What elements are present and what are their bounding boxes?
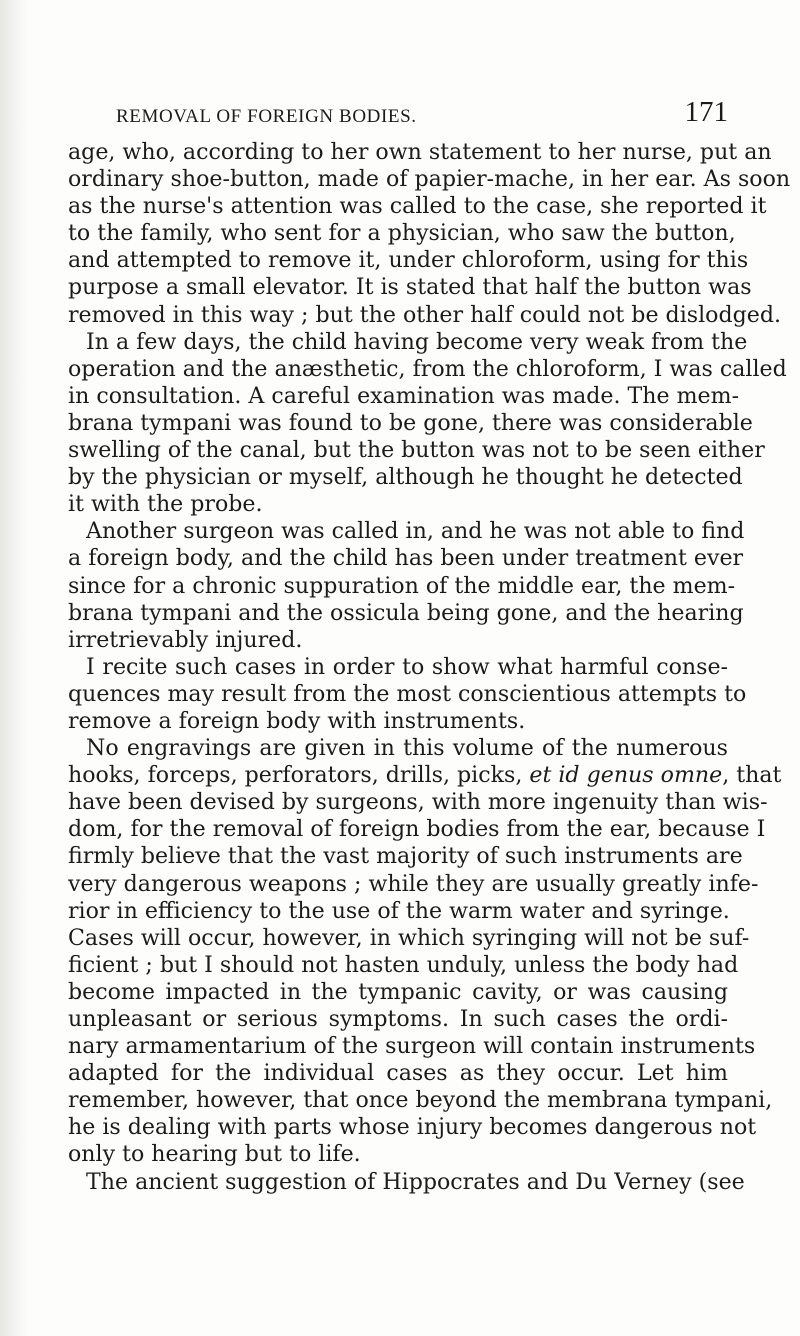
text-line: remember, however, that once beyond the membrana tympani, [68, 1087, 773, 1114]
text-line: age, who, according to her own statement to her nurse, put an [68, 139, 772, 165]
text-line: it with the probe. [68, 491, 263, 518]
text-line: adapted for the individual cases as they occur. Let him [68, 1060, 728, 1087]
text-line: Cases will occur, however, in which syringing will not be suf- [68, 924, 750, 951]
text-line: to the family, who sent for a physician, who saw the button, [68, 220, 736, 247]
text-line: by the physician or myself, although he thought he detected [68, 464, 743, 491]
text-line: quences may result from the most conscientious attempts to [68, 680, 747, 707]
text-line: hooks, forceps, perforators, drills, picks, et id genus omne, that [68, 762, 782, 789]
body-text [68, 139, 791, 1196]
text-line: become impacted in the tympanic cavity, or was causing [68, 978, 728, 1005]
text-line: brana tympani and the ossicula being gone, and the hearing [68, 599, 744, 626]
text-line: he is dealing with parts whose injury becomes dangerous not [68, 1114, 757, 1141]
text-line: very dangerous weapons ; while they are usually greatly infe- [68, 870, 759, 897]
text-line: operation and the anæsthetic, from the chloroform, I was called [68, 355, 787, 382]
text-line: swelling of the canal, but the button was not to be seen either [68, 437, 765, 464]
text-line: in consultation. A careful examination was made. The mem- [68, 382, 740, 409]
text-line: have been devised by surgeons, with more ingenuity than wis- [68, 789, 768, 816]
text-line: In a few days, the child having become very weak from the [86, 328, 748, 355]
text-line: ordinary shoe-button, made of papier-mache, in her ear. As soon [68, 166, 791, 193]
text-line: as the nurse's attention was called to the case, she reported it [68, 193, 767, 220]
text-line: firmly believe that the vast majority of such instruments are [68, 843, 743, 870]
text-line: unpleasant or serious symptoms. In such cases the ordi- [68, 1006, 728, 1032]
text-line: ficient ; but I should not hasten unduly, unless the body had [68, 951, 739, 978]
running-title: REMOVAL OF FOREIGN BODIES. [116, 106, 417, 127]
text-line: Another surgeon was called in, and he was not able to find [86, 518, 745, 545]
page-number: 171 [684, 96, 728, 128]
text-line: only to hearing but to life. [68, 1141, 361, 1168]
text-line: and attempted to remove it, under chloroform, using for this [68, 247, 749, 274]
text-line: brana tympani was found to be gone, there was considerable [68, 409, 753, 436]
text-line: I recite such cases in order to show what harmful conse- [86, 653, 728, 680]
text-line: nary armamentarium of the surgeon will contain instruments [68, 1033, 756, 1060]
text-line: The ancient suggestion of Hippocrates and Du Verney (see [86, 1168, 745, 1195]
page-gutter-shadow [0, 0, 30, 1336]
text-line: dom, for the removal of foreign bodies from the ear, because I [68, 816, 766, 843]
text-line: a foreign body, and the child has been under treatment ever [68, 545, 744, 572]
text-line: purpose a small elevator. It is stated that half the button was [68, 274, 752, 301]
text-line: irretrievably injured. [68, 626, 303, 653]
text-line: remove a foreign body with instruments. [68, 707, 526, 734]
text-line: rior in efficiency to the use of the warm water and syringe. [68, 897, 730, 924]
running-head [68, 96, 728, 132]
text-line: No engravings are given in this volume of the numerous [86, 735, 728, 762]
text-line: since for a chronic suppuration of the middle ear, the mem- [68, 572, 736, 599]
text-line: removed in this way ; but the other half could not be dislodged. [68, 301, 781, 328]
